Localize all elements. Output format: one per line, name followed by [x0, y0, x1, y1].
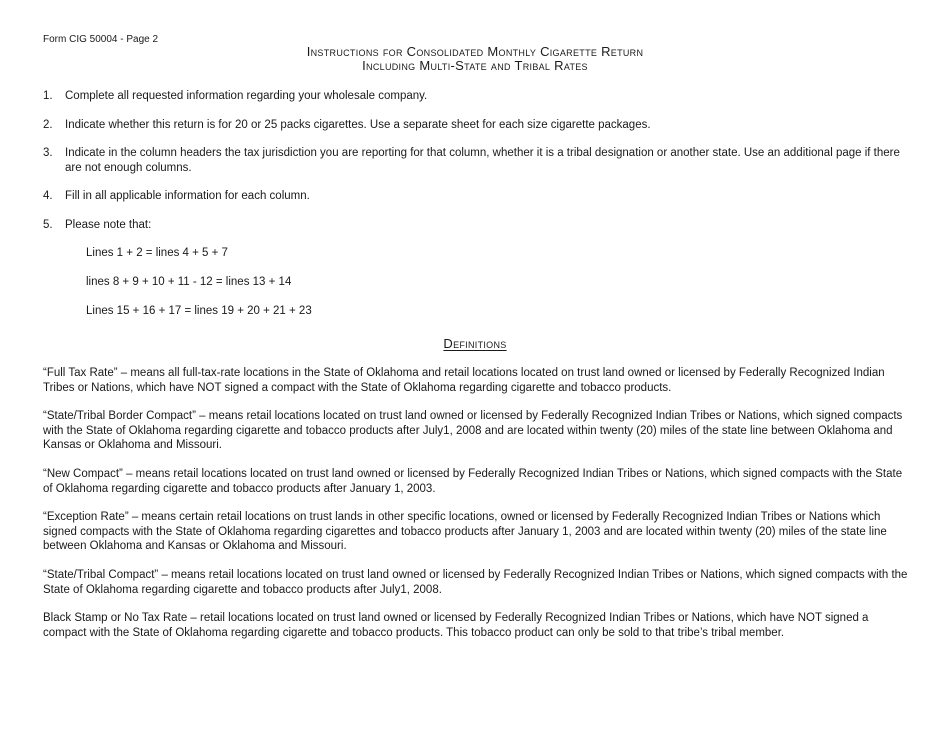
line-equation: Lines 1 + 2 = lines 4 + 5 + 7	[86, 247, 228, 259]
definitions-heading	[0, 336, 950, 352]
title-line-1: Instructions for Consolidated Monthly Cigarette Return	[306, 44, 644, 59]
instruction-number: 2.	[43, 119, 53, 131]
instruction-text: Indicate whether this return is for 20 or 25 packs cigarettes. Use a separate sheet for each size cigarette packages.	[65, 119, 651, 131]
form-id: Form CIG 50004 - Page 2	[43, 34, 159, 45]
definition-paragraph: Black Stamp or No Tax Rate – retail locations located on trust land owned or licensed by Federally Recognized Indian Tribes or Nations, which have NOT signed a compact with the State of Oklahoma regarding cigarette and tobacco products. This tobacco product can only be sold to that tribe’s tribal member.	[43, 612, 869, 639]
definition-paragraph: “Exception Rate” – means certain retail locations on trust lands in other specific locations, owned or licensed by Federally Recognized Indian Tribes or Nations which signed compacts with the State of Oklahoma regarding cigarettes and tobacco products after January 1, 2003 and are located within twenty (20) miles of the state line between Oklahoma and Kansas or Oklahoma and Missouri.	[43, 511, 887, 552]
instruction-number: 3.	[43, 147, 53, 159]
instruction-text: Please note that:	[65, 219, 152, 231]
line-equation: lines 8 + 9 + 10 + 11 - 12 = lines 13 + 14	[86, 276, 292, 288]
instruction-text: Indicate in the column headers the tax jurisdiction you are reporting for that column, whether it is a tribal designation or another state. Use an additional page if there are not enough columns.	[65, 147, 900, 174]
definition-paragraph: “New Compact” – means retail locations located on trust land owned or licensed by Federally Recognized Indian Tribes or Nations, which signed compacts with the State of Oklahoma regarding cigarette and tobacco products after January 1, 2003.	[43, 468, 903, 495]
instruction-number: 5.	[43, 219, 53, 231]
instruction-number: 4.	[43, 190, 53, 202]
title-line-2: Including Multi-State and Tribal Rates	[362, 58, 588, 73]
definition-paragraph: “Full Tax Rate” – means all full-tax-rate locations in the State of Oklahoma and retail locations located on trust land owned or licensed by Federally Recognized Indian Tribes or Nations, which have NOT signed a compact with the State of Oklahoma regarding cigarette and tobacco products.	[43, 367, 885, 394]
definitions-heading-text: Definitions	[443, 336, 507, 351]
page-title	[0, 45, 950, 73]
definition-paragraph: “State/Tribal Border Compact” – means retail locations located on trust land owned or licensed by Federally Recognized Indian Tribes or Nations, which signed compacts with the State of Oklahoma regarding cigarette and tobacco products after July1, 2008 and are located within twenty (20) miles of the state line between Oklahoma and Kansas or Oklahoma and Missouri.	[43, 410, 903, 451]
instruction-number: 1.	[43, 90, 53, 102]
instruction-text: Complete all requested information regarding your wholesale company.	[65, 90, 428, 102]
line-equation: Lines 15 + 16 + 17 = lines 19 + 20 + 21 + 23	[86, 305, 312, 317]
definition-paragraph: “State/Tribal Compact” – means retail locations located on trust land owned or licensed by Federally Recognized Indian Tribes or Nations, which signed compacts with the State of Oklahoma regarding cigarette and tobacco products after July1, 2008.	[43, 569, 908, 596]
instruction-text: Fill in all applicable information for each column.	[65, 190, 310, 202]
